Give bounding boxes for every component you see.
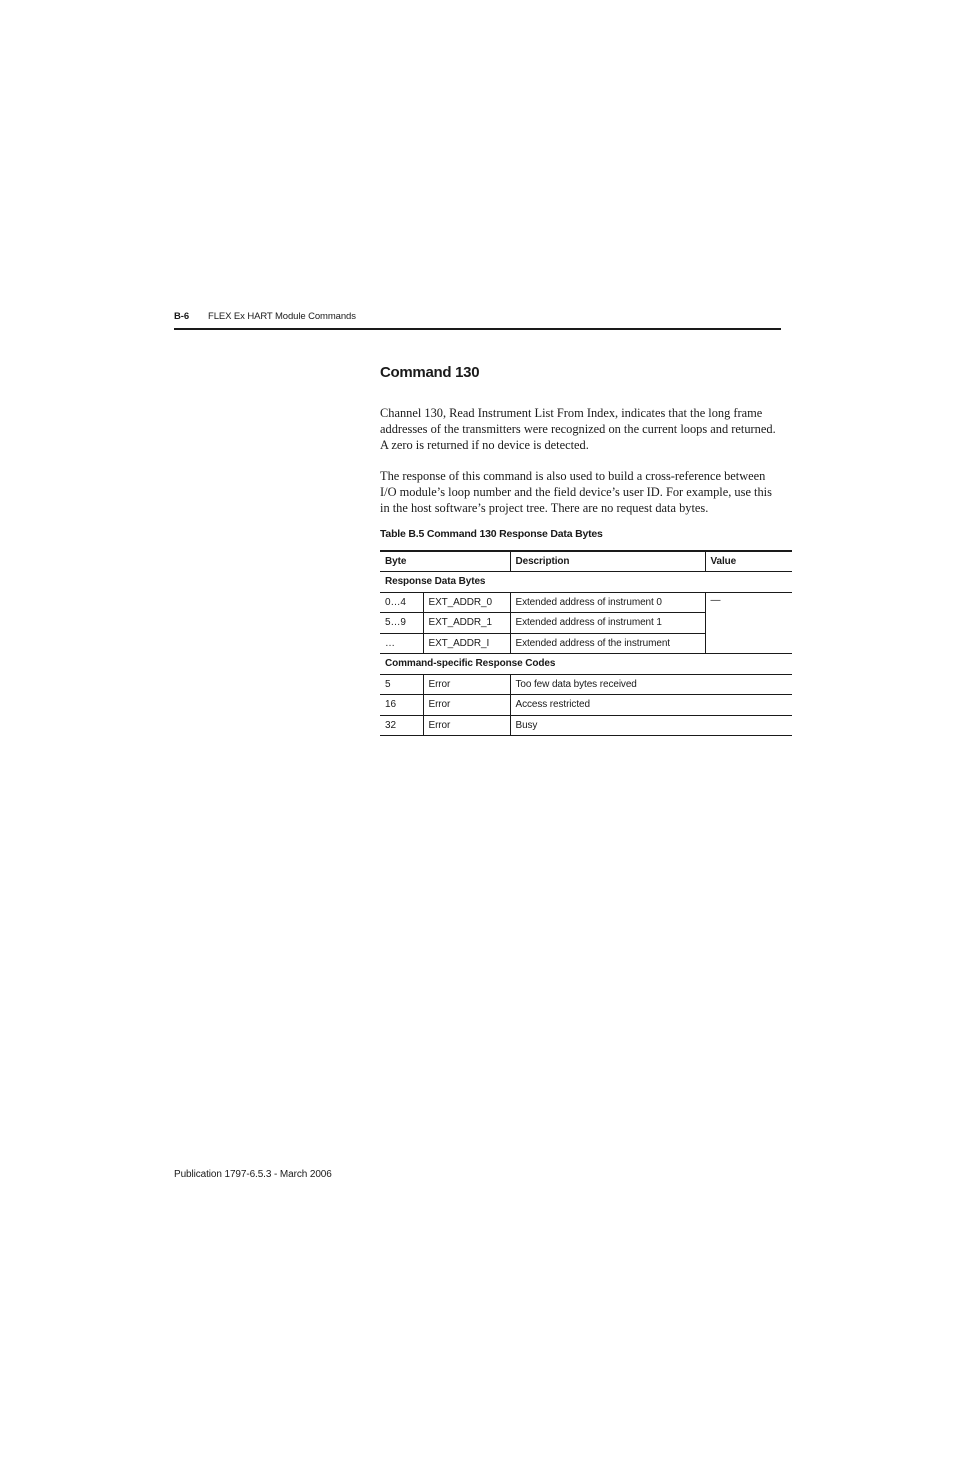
section-title: Command 130 (380, 364, 480, 381)
name-cell: Error (423, 695, 510, 716)
column-header-value: Value (705, 551, 792, 572)
group-label: Command-specific Response Codes (380, 654, 792, 675)
name-cell: EXT_ADDR_I (423, 633, 510, 654)
group-row-response-data-bytes (380, 572, 792, 593)
name-cell: EXT_ADDR_1 (423, 613, 510, 634)
table-row (380, 592, 792, 613)
header-rule (174, 328, 781, 330)
name-cell: EXT_ADDR_0 (423, 592, 510, 613)
description-cell: Extended address of the instrument (510, 633, 705, 654)
byte-cell: 0…4 (380, 592, 423, 613)
column-header-byte: Byte (380, 551, 510, 572)
page-number: B-6 (174, 311, 190, 322)
name-cell: Error (423, 715, 510, 736)
running-header (174, 311, 781, 322)
table-row (380, 674, 792, 695)
name-cell: Error (423, 674, 510, 695)
description-cell: Extended address of instrument 1 (510, 613, 705, 634)
byte-cell: 32 (380, 715, 423, 736)
group-label: Response Data Bytes (380, 572, 792, 593)
value-cell: — (705, 592, 792, 654)
description-cell: Too few data bytes received (510, 674, 792, 695)
byte-cell: … (380, 633, 423, 654)
publication-footer: Publication 1797-6.5.3 - March 2006 (174, 1169, 332, 1180)
table-caption: Table B.5 Command 130 Response Data Bytes (380, 528, 603, 540)
column-header-description: Description (510, 551, 705, 572)
table-row (380, 715, 792, 736)
byte-cell: 5 (380, 674, 423, 695)
byte-cell: 16 (380, 695, 423, 716)
description-cell: Access restricted (510, 695, 792, 716)
description-cell: Extended address of instrument 0 (510, 592, 705, 613)
byte-cell: 5…9 (380, 613, 423, 634)
intro-paragraph: Channel 130, Read Instrument List From Index, indicates that the long frame addresses of the transmitters were recognized on the current loops and returned. A zero is returned if no device is detected. (380, 406, 776, 452)
group-row-response-codes (380, 654, 792, 675)
response-data-table (380, 550, 792, 736)
chapter-title: FLEX Ex HART Module Commands (208, 311, 356, 322)
cross-reference-paragraph: The response of this command is also used to build a cross-reference between I/O module’s loop number and the field device’s user ID. For example, use this in the host software’s project tree. There are no request data bytes. (380, 469, 772, 515)
table-header-row (380, 551, 792, 572)
table-row (380, 695, 792, 716)
description-cell: Busy (510, 715, 792, 736)
